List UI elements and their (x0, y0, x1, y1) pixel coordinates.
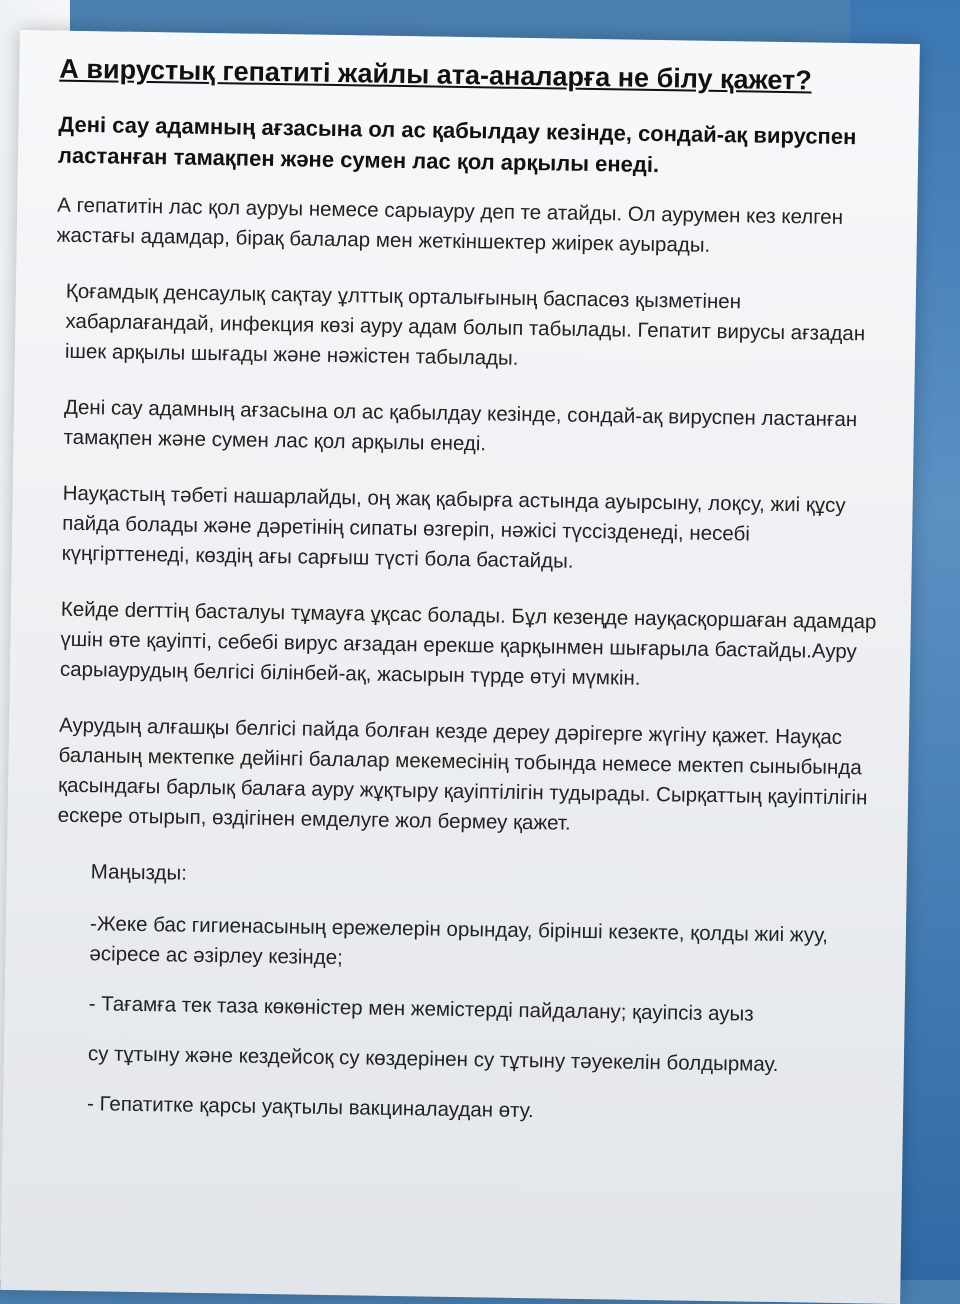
document-content (43, 51, 890, 1152)
paragraph-6: Аурудың алғашқы белгісі пайда болған кезде дереу дәрігерге жүгіну қажет. Науқас баланың мектепке дейінгі балалар мекемесінің тобында немесе мектеп сыныбында қасындағы барлық балаға ауру жұқтыру қауіптілігін тудырады. Сырқаттың қауіптілігін ескере отырып, өздігінен емделуге жол бермеу қажет. (57, 713, 868, 835)
list-item: - Гепатитке қарсы уақтылы вакциналаудан өту. (86, 1092, 534, 1123)
paragraph-2: Қоғамдық денсаулық сақтау ұлттық орталығының баспасөз қызметінен хабарлағандай, инфекция көзі ауру адам болып табылады. Гепатит вирусы ағзадан ішек арқылы шығады және нәжістен табылады. (64, 279, 866, 370)
paragraph-5: Кейде derттің басталуы тұмауға ұқсас болады. Бұл кезеңде науқасқоршаған адамдар үшін өте қауіпті, себебі вирус ағзадан ерекше қарқынмен шығарыла бастайды.Ауру сарыаурудың белгісі білінбей-ақ, жасырын түрде өтуі мүмкін. (59, 597, 877, 690)
document-title: А вирустық гепатиті жайлы ата-аналарға не білу қажет? (59, 53, 812, 96)
lead-paragraph: Дені сау адамның ағзасына ол ас қабылдау кезінде, сондай-ақ вируспен ластанған тамақпен және сумен лас қол арқылы енеді. (57, 111, 857, 178)
list-item: су тұтыну және кездейсоқ су көздерінен су тұтыну тәуекелін болдырмау. (87, 1042, 779, 1077)
paragraph-1: А гепатитін лас қол ауруы немесе сарыауру деп те атайды. Ол аурумен кез келген жастағы адамдар, бірақ балалар мен жеткіншектер жиірек ауырады. (56, 193, 844, 257)
important-label: Маңызды: (90, 860, 188, 885)
list-item: - Тағамға тек таза көкөністер мен жемістерді пайдалану; қауіпсіз ауыз (88, 992, 754, 1026)
paragraph-4: Науқастың тәбеті нашарлайды, оң жақ қабырға астында ауырсыну, лоқсу, жиі құсу пайда болады және дәретінің сипаты өзгеріп, нәжісі түссізденеді, несебі күңгірттенеді, көздің ағы сарғыш түсті бола бастайды. (61, 481, 846, 573)
paragraph-3: Дені сау адамның ағзасына ол ас қабылдау кезінде, сондай-ақ вируспен ластанған тамақпен және сумен лас қол арқылы енеді. (63, 395, 858, 456)
list-item: -Жеке бас гигиенасының ережелерін орындау, бірінші кезекте, қолды жиі жуу, әсіресе ас әзірлеу кезінде; (89, 912, 829, 970)
paper-sheet (0, 30, 920, 1304)
